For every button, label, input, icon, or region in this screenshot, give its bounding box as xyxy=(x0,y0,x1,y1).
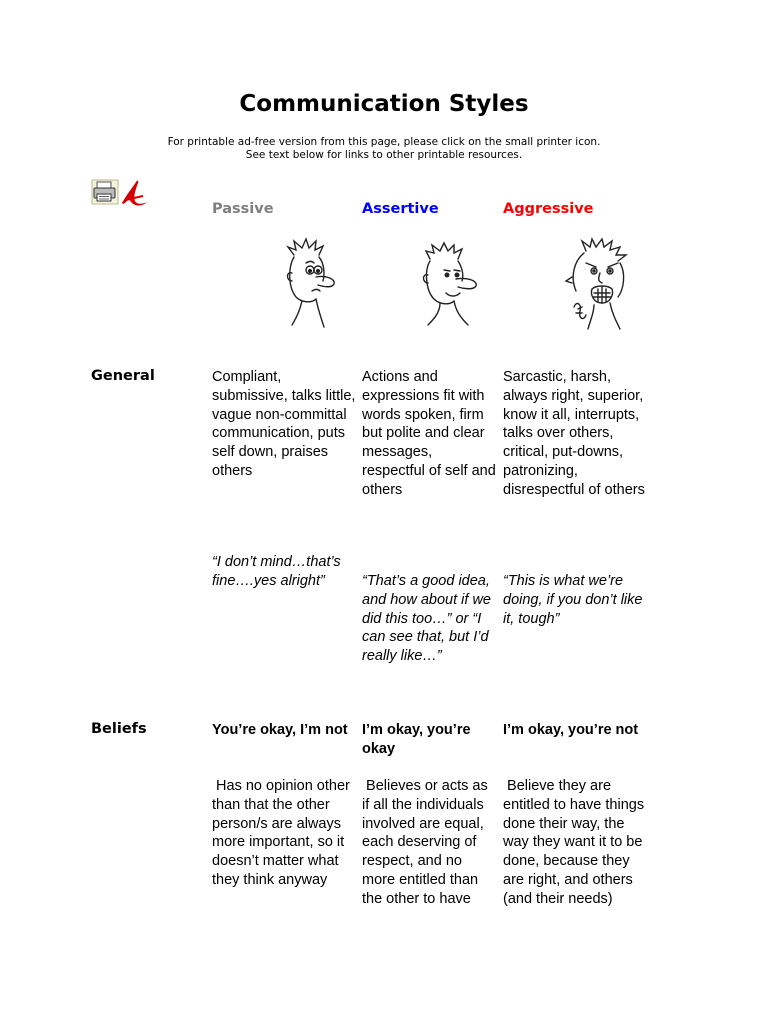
aggressive-quote: “This is what we’re doing, if you don’t like it, tough” xyxy=(503,573,643,627)
aggressive-face-illustration xyxy=(564,237,639,336)
assertive-quote: “That’s a good idea, and how about if we did this too…” or “I can see that, but I’d really like…” xyxy=(362,573,491,665)
passive-face-illustration xyxy=(280,237,350,336)
passive-quote: “I don’t mind…that’s fine….yes alright” xyxy=(212,554,341,589)
general-passive-text: Compliant, submissive, talks little, vague non-committal communication, puts self down, praises others xyxy=(212,369,356,479)
row-label-beliefs: Beliefs xyxy=(91,721,147,737)
printer-icon[interactable] xyxy=(92,180,118,204)
beliefs-assertive-text: Believes or acts as if all the individuals involved are equal, each deserving of respect, and no more entitled than the other to have xyxy=(362,778,492,907)
beliefs-passive-headline: You’re okay, I’m not xyxy=(212,722,348,738)
column-header-aggressive: Aggressive xyxy=(503,201,594,217)
assertive-face-illustration xyxy=(420,237,490,336)
resources-note: See text below for links to other printable resources. xyxy=(245,149,523,161)
column-header-passive: Passive xyxy=(212,201,274,217)
print-icons xyxy=(91,178,151,208)
general-assertive-text: Actions and expressions fit with words spoken, firm but polite and clear messages, respectful of self and others xyxy=(362,369,496,498)
column-header-assertive: Assertive xyxy=(362,201,439,217)
beliefs-assertive-headline: I’m okay, you’re okay xyxy=(362,722,471,757)
page-title: Communication Styles xyxy=(239,91,529,117)
general-aggressive-text: Sarcastic, harsh, always right, superior, know it all, interrupts, talks over others, critical, put-downs, patronizing, disrespectful of others xyxy=(503,369,645,498)
beliefs-passive-text: Has no opinion other than that the other person/s are always more important, so it doesn’t matter what they think anyway xyxy=(212,778,354,888)
beliefs-aggressive-headline: I’m okay, you’re not xyxy=(503,722,639,738)
acrobat-icon[interactable] xyxy=(122,181,147,206)
row-label-general: General xyxy=(91,368,155,384)
printable-note: For printable ad-free version from this page, please click on the small printer icon. xyxy=(167,136,601,148)
beliefs-aggressive-text: Believe they are entitled to have things done their way, the way they want it to be done, because they are right, and others (and their needs) xyxy=(503,778,649,907)
